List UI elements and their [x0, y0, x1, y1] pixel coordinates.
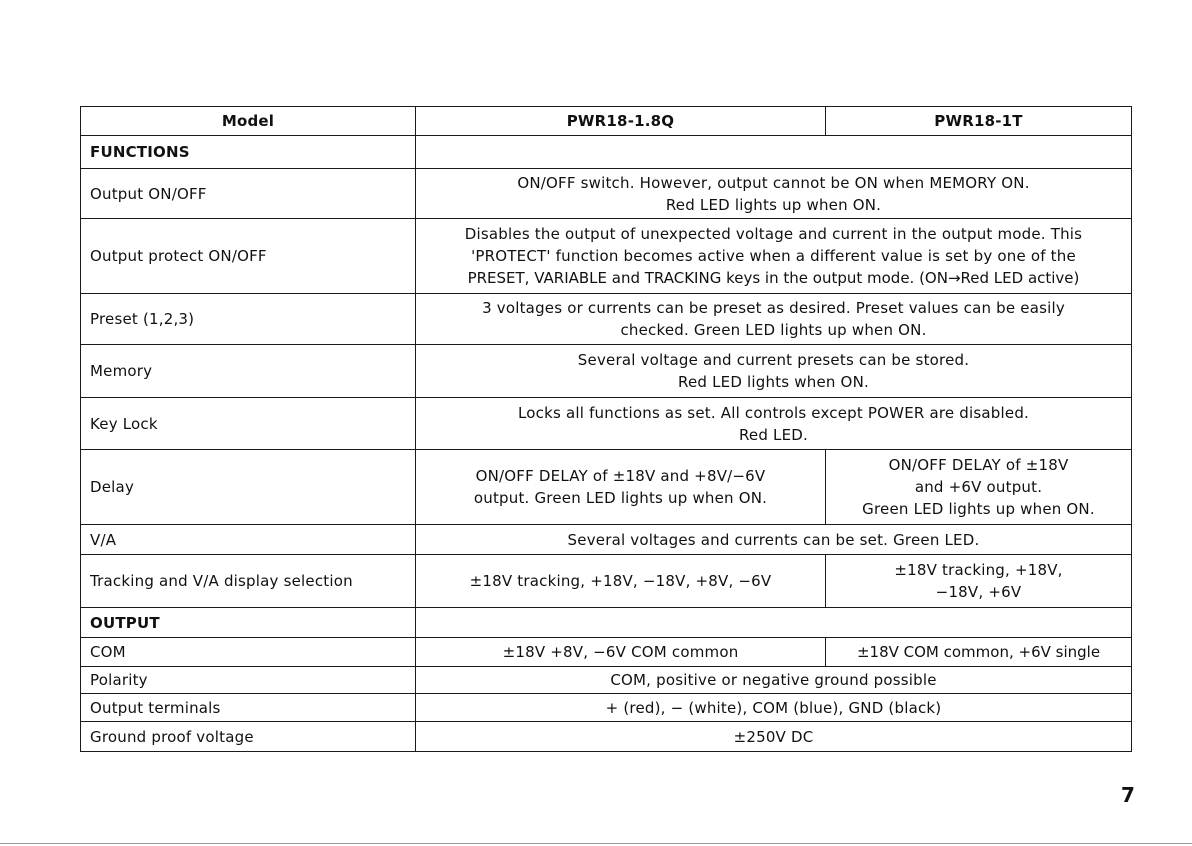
value-line: Red LED lights up when ON.: [665, 195, 882, 214]
section-functions-blank: [416, 136, 1132, 169]
row-label: V/A: [81, 525, 416, 555]
row-label: Ground proof voltage: [81, 722, 416, 752]
row-value: [416, 219, 1132, 294]
value-line: Several voltage and current presets can be stored.: [577, 351, 970, 369]
row-value-model-a: ±18V +8V, −6V COM common: [416, 638, 826, 667]
value-line: Red LED.: [738, 425, 809, 444]
model-a-header: PWR18-1.8Q: [416, 107, 826, 136]
row-value: Several voltages and currents can be set. Green LED.: [416, 525, 1132, 555]
value-line: 3 voltages or currents can be preset as desired. Preset values can be easily: [482, 299, 1065, 317]
row-label: Preset (1,2,3): [81, 294, 416, 345]
row-output-protect: [81, 219, 1132, 294]
value-line: Green LED lights up when ON.: [862, 500, 1095, 518]
row-label: Output protect ON/OFF: [81, 219, 416, 294]
section-functions-label: FUNCTIONS: [81, 136, 416, 169]
row-delay: [81, 450, 1132, 525]
row-value-model-b: [826, 555, 1132, 608]
row-ground-proof: [81, 722, 1132, 752]
value-line: checked. Green LED lights up when ON.: [620, 321, 927, 339]
model-b-header: PWR18-1T: [826, 107, 1132, 136]
section-output: [81, 608, 1132, 638]
section-output-blank: [416, 608, 1132, 638]
row-label: Polarity: [81, 667, 416, 694]
row-polarity: [81, 667, 1132, 694]
value-line: output. Green LED lights up when ON.: [473, 489, 768, 507]
row-com: [81, 638, 1132, 667]
row-output-terminals: [81, 694, 1132, 722]
row-key-lock: [81, 398, 1132, 450]
row-label: Output ON/OFF: [81, 169, 416, 219]
row-va: [81, 525, 1132, 555]
row-value: [416, 345, 1132, 398]
value-line: 'PROTECT' function becomes active when a different value is set by one of the: [471, 247, 1076, 265]
row-value: COM, positive or negative ground possible: [416, 667, 1132, 694]
row-value-model-b: [826, 450, 1132, 525]
row-value: [416, 398, 1132, 450]
row-value-model-a: [416, 450, 826, 525]
row-value: ±250V DC: [416, 722, 1132, 752]
value-line: Disables the output of unexpected voltage and current in the output mode. This: [464, 225, 1083, 243]
row-tracking: [81, 555, 1132, 608]
value-line: −18V, +6V: [935, 583, 1022, 601]
row-value-model-b: ±18V COM common, +6V single: [826, 638, 1132, 667]
row-value-model-a: ±18V tracking, +18V, −18V, +8V, −6V: [416, 555, 826, 608]
value-line: and +6V output.: [914, 478, 1043, 496]
row-label: Key Lock: [81, 398, 416, 450]
value-line: Locks all functions as set. All controls except POWER are disabled.: [517, 403, 1030, 422]
value-line: Red LED lights when ON.: [678, 373, 869, 391]
row-label: Tracking and V/A display selection: [81, 555, 416, 608]
row-label: Memory: [81, 345, 416, 398]
header-row: [81, 107, 1132, 136]
row-label: Delay: [81, 450, 416, 525]
row-output-onoff: [81, 169, 1132, 219]
value-line: ON/OFF DELAY of ±18V and +8V/−6V: [475, 467, 766, 485]
value-line: ON/OFF switch. However, output cannot be ON when MEMORY ON.: [517, 173, 1030, 192]
value-line: ±18V tracking, +18V,: [894, 561, 1063, 579]
spec-table: [80, 106, 1132, 752]
row-preset: [81, 294, 1132, 345]
row-memory: [81, 345, 1132, 398]
value-line: ON/OFF DELAY of ±18V: [888, 456, 1069, 474]
row-label: Output terminals: [81, 694, 416, 722]
model-header: Model: [81, 107, 416, 136]
section-functions: [81, 136, 1132, 169]
value-line: PRESET, VARIABLE and TRACKING keys in the output mode. (ON→Red LED active): [467, 269, 1080, 287]
row-label: COM: [81, 638, 416, 667]
row-value: [416, 294, 1132, 345]
row-value: + (red), − (white), COM (blue), GND (black): [416, 694, 1132, 722]
bottom-rule: [0, 843, 1192, 844]
row-value: [416, 169, 1132, 219]
section-output-label: OUTPUT: [81, 608, 416, 638]
page-number: 7: [1121, 783, 1135, 807]
